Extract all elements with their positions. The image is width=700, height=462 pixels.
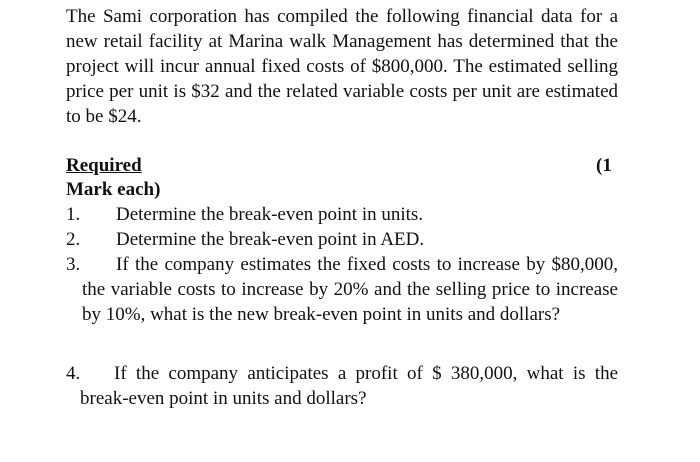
- required-heading: Required: [66, 155, 142, 176]
- question-text: If the company estimates the fixed costs to increase by $80,000, the variable costs to increase by 20% and the selling price to increase by 10%, what is the new break-even point in units and dollars?: [82, 254, 618, 325]
- question-number: 1.: [66, 204, 81, 225]
- question-text: If the company anticipates a profit of $ 380,000, what is the break-even point in units and dollars?: [80, 363, 618, 409]
- question-text: Determine the break-even point in units.: [116, 204, 424, 225]
- question-item: [66, 361, 618, 411]
- question-text: Determine the break-even point in AED.: [116, 229, 425, 250]
- problem-statement: The Sami corporation has compiled the following financial data for a new retail facility at Marina walk Management has determined that the project will incur annual fixed costs of $800,000. The estimated selling price per unit is $32 and the related variable costs per unit are estimated to be $24.: [66, 6, 618, 127]
- marks-label-start: (1: [596, 155, 612, 176]
- question-number: 4.: [66, 363, 81, 384]
- question-item: [66, 202, 618, 227]
- marks-label-end: Mark each): [66, 179, 161, 200]
- question-item: [66, 252, 618, 327]
- question-number: 2.: [66, 229, 81, 250]
- question-number: 3.: [66, 254, 81, 275]
- question-item: [66, 227, 618, 252]
